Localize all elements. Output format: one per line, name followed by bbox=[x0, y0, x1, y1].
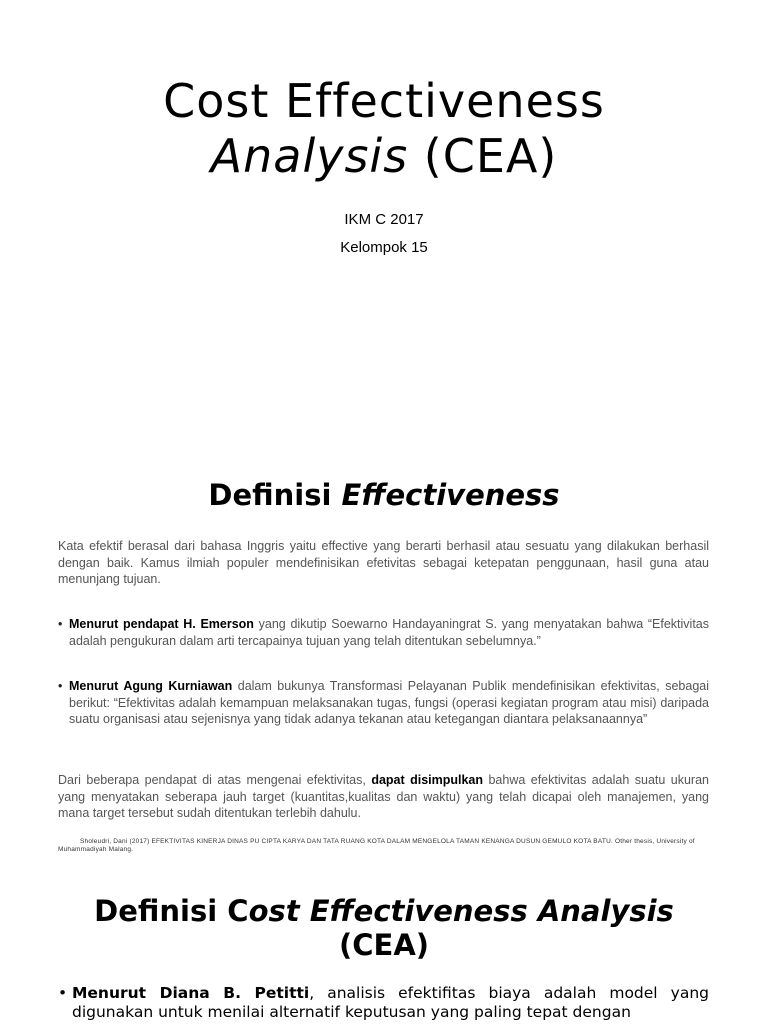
bullet-dot-icon: • bbox=[58, 679, 63, 693]
conclusion-bold: dapat disimpulkan bbox=[371, 773, 484, 787]
bullet-bold: Menurut Agung Kurniawan bbox=[69, 679, 233, 693]
bullet-text: dalam bukunya Transformasi Pelayanan Publik mendefinisikan efektivitas, sebagai berikut: “Efektivitas adalah kemampuan melaksanakan tugas, fungsi (operasi kegiatan program atau misi) daripada suatu organisasi atau sejenisnya yang tidak adanya tekanan atau ketegangan diantara pelaksanaannya” bbox=[69, 679, 709, 726]
conclusion-pre: Dari beberapa pendapat di atas mengenai efektivitas, bbox=[58, 773, 372, 787]
bullet-petitti bbox=[58, 984, 709, 1021]
bullet-text: yang dikutip Soewarno Handayaningrat S. yang menyatakan bahwa “Efektivitas adalah pengukuran dalam arti tercapainya tujuan yang telah ditentukan sebelumnya.” bbox=[69, 617, 709, 648]
definition-effectiveness-slide bbox=[0, 460, 768, 874]
intro-paragraph: Kata efektif berasal dari bahasa Inggris yaitu effective yang berarti berhasil atau sesuatu yang dilakukan berhasil dengan baik. Kamus ilmiah populer mendefinisikan efetivitas sebagai ketepatan penggunaan, hasil guna atau menunjang tujuan. bbox=[58, 539, 709, 586]
subtitle-class: IKM C 2017 bbox=[344, 211, 424, 228]
conclusion-post: bahwa efektivitas adalah suatu ukuran yang menyatakan seberapa jauh target (kuantitas,kualitas dan waktu) yang telah dicapai oleh manajemen, yang mana target tersebut sudah ditentukan terlebih dahulu. bbox=[58, 773, 710, 820]
bullet-dot-icon: • bbox=[58, 617, 63, 631]
heading-line-2: (CEA) bbox=[338, 928, 430, 962]
bullet-emerson bbox=[58, 616, 709, 649]
bullet-text: , analisis efektifitas biaya adalah model yang digunakan untuk menilai alternatif keputusan yang paling tepat dengan bbox=[72, 984, 709, 1021]
conclusion-paragraph bbox=[58, 772, 709, 822]
bullet-bold: Menurut pendapat H. Emerson bbox=[69, 617, 254, 631]
bullet-dot-icon: • bbox=[58, 984, 68, 1002]
title-line-1: Cost Effectiveness bbox=[163, 74, 605, 128]
definition-cea-slide bbox=[0, 874, 768, 1024]
slide-heading bbox=[0, 478, 768, 512]
reference-note: Sholeudri, Dani (2017) EFEKTIVITAS KINERJA DINAS PU CIPTA KARYA DAN TATA RUANG KOTA DALAM MENGELOLA TAMAN KENANGA DUSUN GEMULO KOTA BATU. Other thesis, University of Muhammadiyah Malang. bbox=[58, 838, 695, 853]
slide-heading bbox=[0, 894, 768, 962]
title-italic: Analysis bbox=[210, 129, 409, 183]
heading-italic: Effectiveness bbox=[341, 478, 560, 512]
title-rest: (CEA) bbox=[408, 129, 558, 183]
heading-italic: ost Effectiveness Analysis bbox=[248, 894, 674, 928]
bullet-bold: Menurut Diana B. Petitti bbox=[72, 984, 310, 1002]
subtitle-group: Kelompok 15 bbox=[340, 239, 428, 256]
cover-title bbox=[0, 74, 768, 184]
bullet-kurniawan bbox=[58, 678, 709, 728]
title-slide bbox=[0, 0, 768, 460]
heading-plain: Definisi bbox=[208, 478, 342, 512]
heading-plain: Definisi C bbox=[94, 894, 249, 928]
